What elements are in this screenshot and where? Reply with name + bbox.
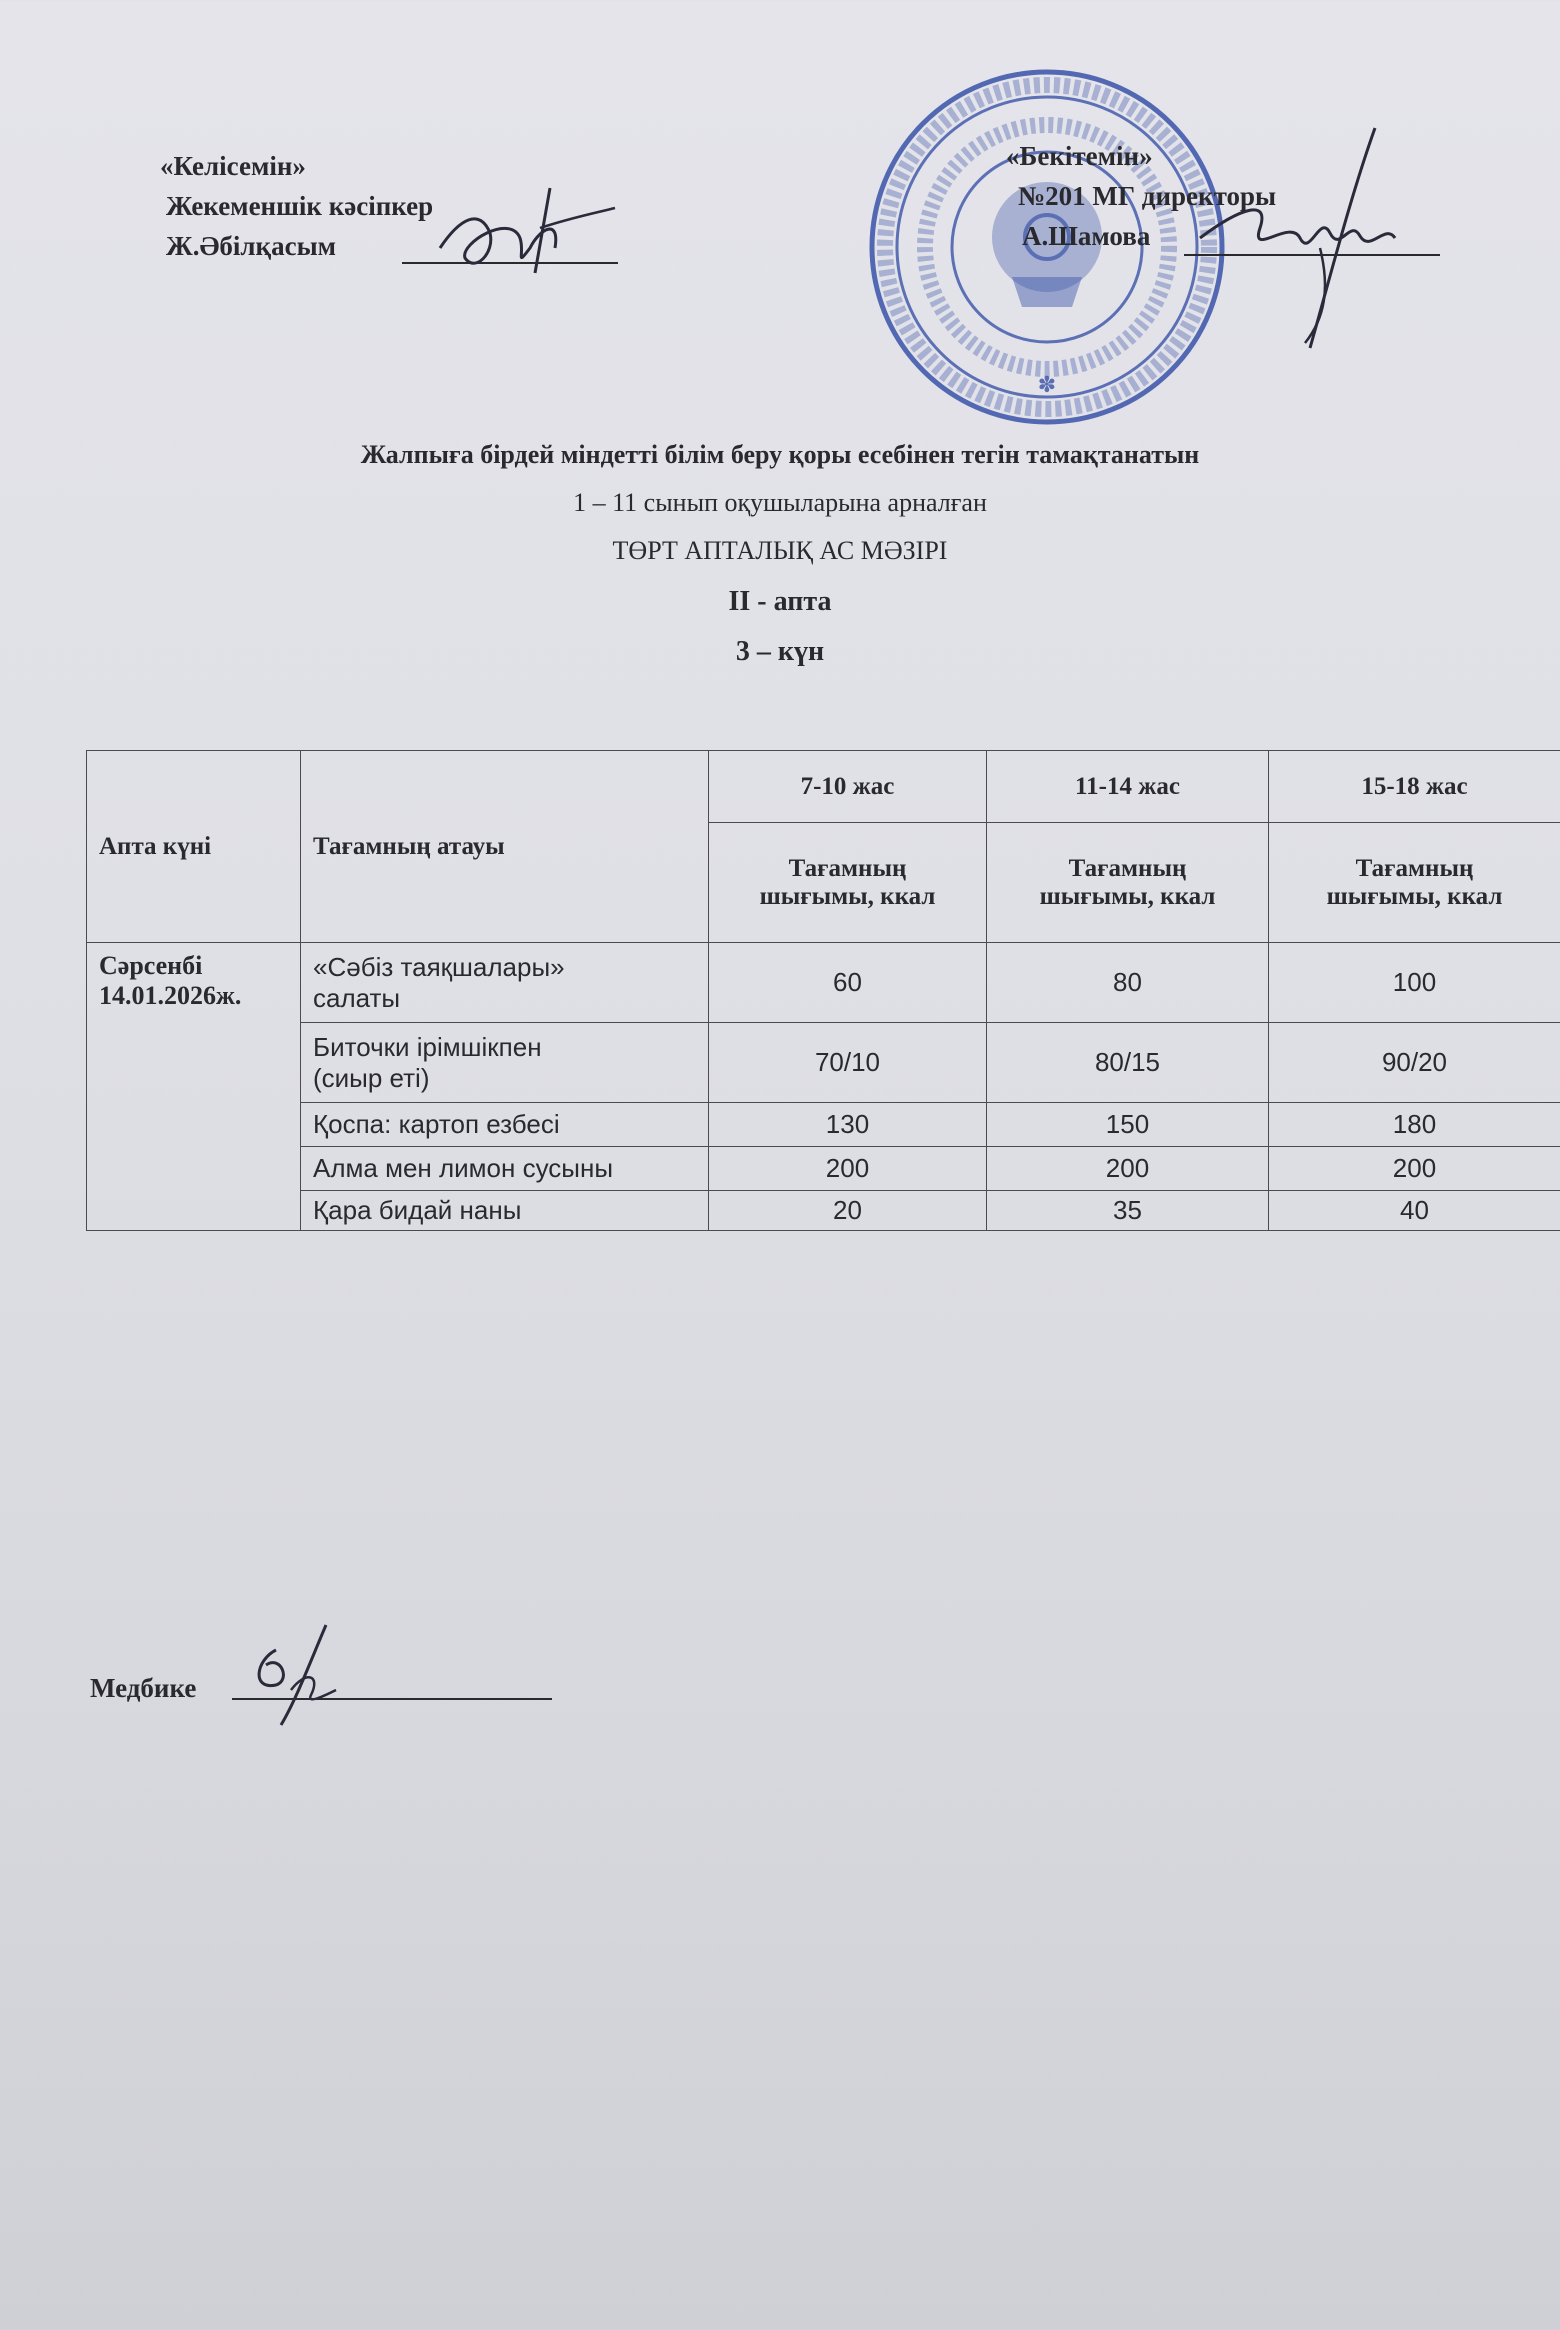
yield-header <box>1269 823 1560 943</box>
value-cell: 90/20 <box>1269 1023 1560 1103</box>
dish-name: Қоспа: картоп езбесі <box>301 1103 709 1147</box>
approval-right-title: «Бекітемін» <box>1006 141 1153 171</box>
svg-text:✽: ✽ <box>1037 373 1057 398</box>
approval-left <box>160 146 433 266</box>
column-header-age-11-14: 11-14 жас <box>987 751 1269 823</box>
dish-name: Қара бидай наны <box>301 1191 709 1231</box>
yield-header-line2: шығымы, ккал <box>759 882 936 910</box>
value-cell: 200 <box>1269 1147 1560 1191</box>
approval-right-position: №201 МГ директоры <box>1018 181 1277 211</box>
dish-name-line2: (сиыр еті) <box>313 1062 430 1093</box>
yield-header-line1: Тағамның <box>788 854 907 882</box>
table-row <box>87 1147 1560 1191</box>
nurse-label: Медбике <box>90 1673 197 1703</box>
approval-left-title: «Келісемін» <box>160 151 306 181</box>
yield-header-line1: Тағамның <box>1068 854 1187 882</box>
dish-name <box>301 943 709 1023</box>
dish-name: Алма мен лимон сусыны <box>301 1147 709 1191</box>
nurse-signature <box>236 1620 356 1730</box>
day-name: Сәрсенбі <box>99 951 203 980</box>
dish-name-line1: Биточки ірімшікпен <box>313 1031 542 1062</box>
day-date: 14.01.2026ж. <box>99 981 242 1010</box>
document-title-line2: 1 – 11 сынып оқушыларына арналған <box>573 488 987 517</box>
day-label: 3 – күн <box>735 636 825 667</box>
menu-table <box>86 750 1560 1231</box>
column-header-day: Апта күні <box>87 751 301 943</box>
value-cell: 150 <box>987 1103 1269 1147</box>
column-header-dish: Тағамның атауы <box>301 751 709 943</box>
day-cell <box>87 943 301 1231</box>
approval-right-name: А.Шамова <box>1022 221 1151 251</box>
yield-header <box>709 823 987 943</box>
yield-header-line2: шығымы, ккал <box>1039 882 1216 910</box>
document-title-line1: Жалпыға бірдей міндетті білім беру қоры есебінен тегін тамақтанатын <box>360 440 1200 469</box>
value-cell: 35 <box>987 1191 1269 1231</box>
value-cell: 180 <box>1269 1103 1560 1147</box>
value-cell: 40 <box>1269 1191 1560 1231</box>
table-row <box>87 943 1560 1023</box>
table-header-row <box>87 751 1560 823</box>
value-cell: 200 <box>987 1147 1269 1191</box>
approval-left-position: Жекеменшік кәсіпкер <box>166 191 434 221</box>
value-cell: 80/15 <box>987 1023 1269 1103</box>
dish-name-line1: «Сәбіз таяқшалары» <box>313 951 565 982</box>
table-row <box>87 1191 1560 1231</box>
value-cell: 60 <box>709 943 987 1023</box>
value-cell: 100 <box>1269 943 1560 1023</box>
approval-right-signature <box>1180 118 1440 358</box>
value-cell: 200 <box>709 1147 987 1191</box>
approval-left-name: Ж.Әбілқасым <box>166 231 337 261</box>
yield-header-line1: Тағамның <box>1355 854 1474 882</box>
yield-header-line2: шығымы, ккал <box>1326 882 1503 910</box>
week-label: II - апта <box>728 586 832 617</box>
approval-left-signature <box>420 178 620 288</box>
column-header-age-7-10: 7-10 жас <box>709 751 987 823</box>
value-cell: 80 <box>987 943 1269 1023</box>
document-title-line3: ТӨРТ АПТАЛЫҚ АС МӘЗІРІ <box>612 536 948 565</box>
column-header-age-15-18: 15-18 жас <box>1269 751 1560 823</box>
value-cell: 20 <box>709 1191 987 1231</box>
value-cell: 70/10 <box>709 1023 987 1103</box>
table-row <box>87 1103 1560 1147</box>
yield-header <box>987 823 1269 943</box>
dish-name <box>301 1023 709 1103</box>
table-row <box>87 1023 1560 1103</box>
dish-name-line2: салаты <box>313 982 401 1013</box>
value-cell: 130 <box>709 1103 987 1147</box>
